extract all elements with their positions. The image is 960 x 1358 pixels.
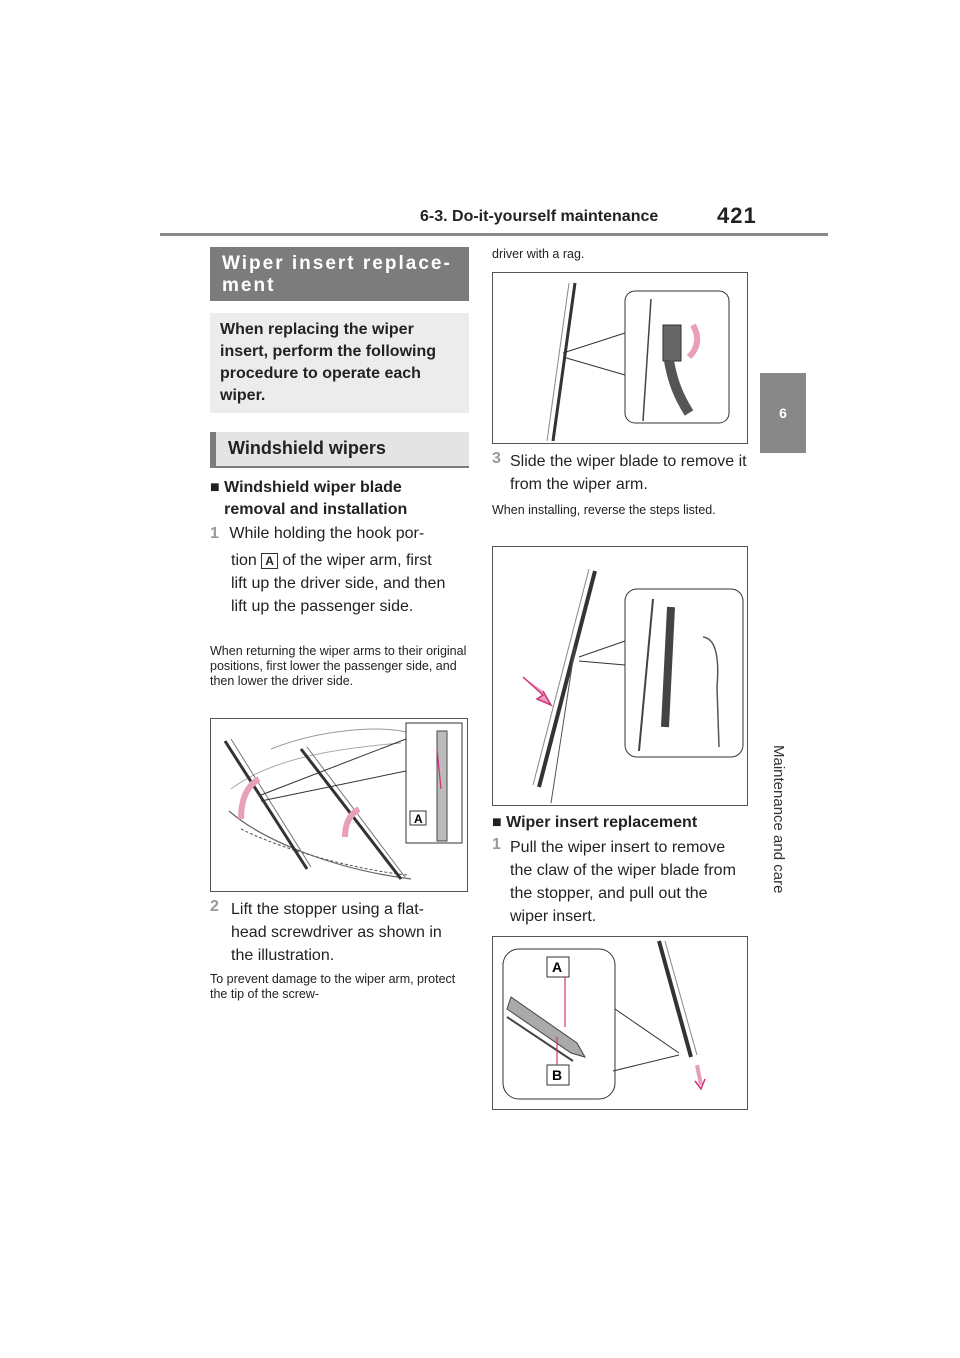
bullet-heading-1 — [210, 477, 470, 521]
step-text: lift up the driver side, and then lift up the passenger side. — [231, 575, 446, 615]
callout-label: A — [552, 959, 563, 975]
step-text: Pull the wiper insert to remove the claw of the wiper blade from the stopper, and pull out the wiper insert. — [510, 839, 736, 925]
note-2: To prevent damage to the wiper arm, protect the tip of the screw- — [210, 972, 456, 1001]
note-2-continued: driver with a rag. — [492, 247, 585, 261]
section-heading: Wiper insert replace- ment — [210, 247, 469, 301]
intro-box — [210, 313, 469, 413]
step-4 — [492, 836, 752, 928]
intro-text: When replacing the wiper insert, perform the following procedure to operate each wiper. — [220, 321, 437, 404]
step-2 — [210, 898, 470, 967]
running-header: 6-3. Do-it-yourself maintenance — [420, 208, 659, 225]
chapter-title: Maintenance and care — [770, 745, 787, 894]
wiper-lift-illustration — [211, 719, 467, 891]
callout-label: A — [261, 553, 278, 569]
figure-stopper — [492, 272, 748, 444]
step-number: 1 — [210, 525, 219, 542]
slide-blade-illustration — [493, 547, 747, 805]
step-text: of the wiper arm, first — [282, 552, 432, 569]
page-number: 421 — [717, 203, 757, 228]
step-text: tion — [231, 552, 257, 569]
step-3 — [492, 450, 752, 496]
bullet-heading-2 — [492, 812, 752, 834]
insert-replacement-illustration — [493, 937, 747, 1109]
subsection-heading: Windshield wipers — [210, 432, 469, 468]
stopper-illustration — [493, 273, 747, 443]
callout-label: A — [414, 812, 423, 826]
note-1: When returning the wiper arms to their original positions, first lower the passenger side, and then lower the driver side. — [210, 644, 467, 688]
callout-label: B — [552, 1067, 563, 1083]
chapter-tab — [760, 373, 806, 453]
step-number: 2 — [210, 898, 219, 915]
chapter-number: 6 — [779, 405, 787, 421]
square-bullet-icon: ■ — [492, 814, 502, 831]
bullet-title: Wiper insert replacement — [506, 814, 698, 831]
step-1 — [210, 522, 470, 618]
square-bullet-icon: ■ — [210, 479, 220, 496]
figure-wiper-lift — [210, 718, 468, 892]
step-text: Slide the wiper blade to remove it from the wiper arm. — [510, 453, 747, 493]
figure-slide-blade — [492, 546, 748, 806]
figure-insert-replacement — [492, 936, 748, 1110]
step-text: Lift the stopper using a flat-head screwdriver as shown in the illustration. — [231, 901, 442, 964]
step-text: While holding the hook por- — [229, 525, 425, 542]
step-number: 3 — [492, 450, 501, 467]
header-rule — [160, 233, 828, 236]
bullet-title: Windshield wiper blade removal and installation — [224, 479, 408, 518]
note-3: When installing, reverse the steps listed. — [492, 503, 716, 517]
step-number: 1 — [492, 836, 501, 853]
